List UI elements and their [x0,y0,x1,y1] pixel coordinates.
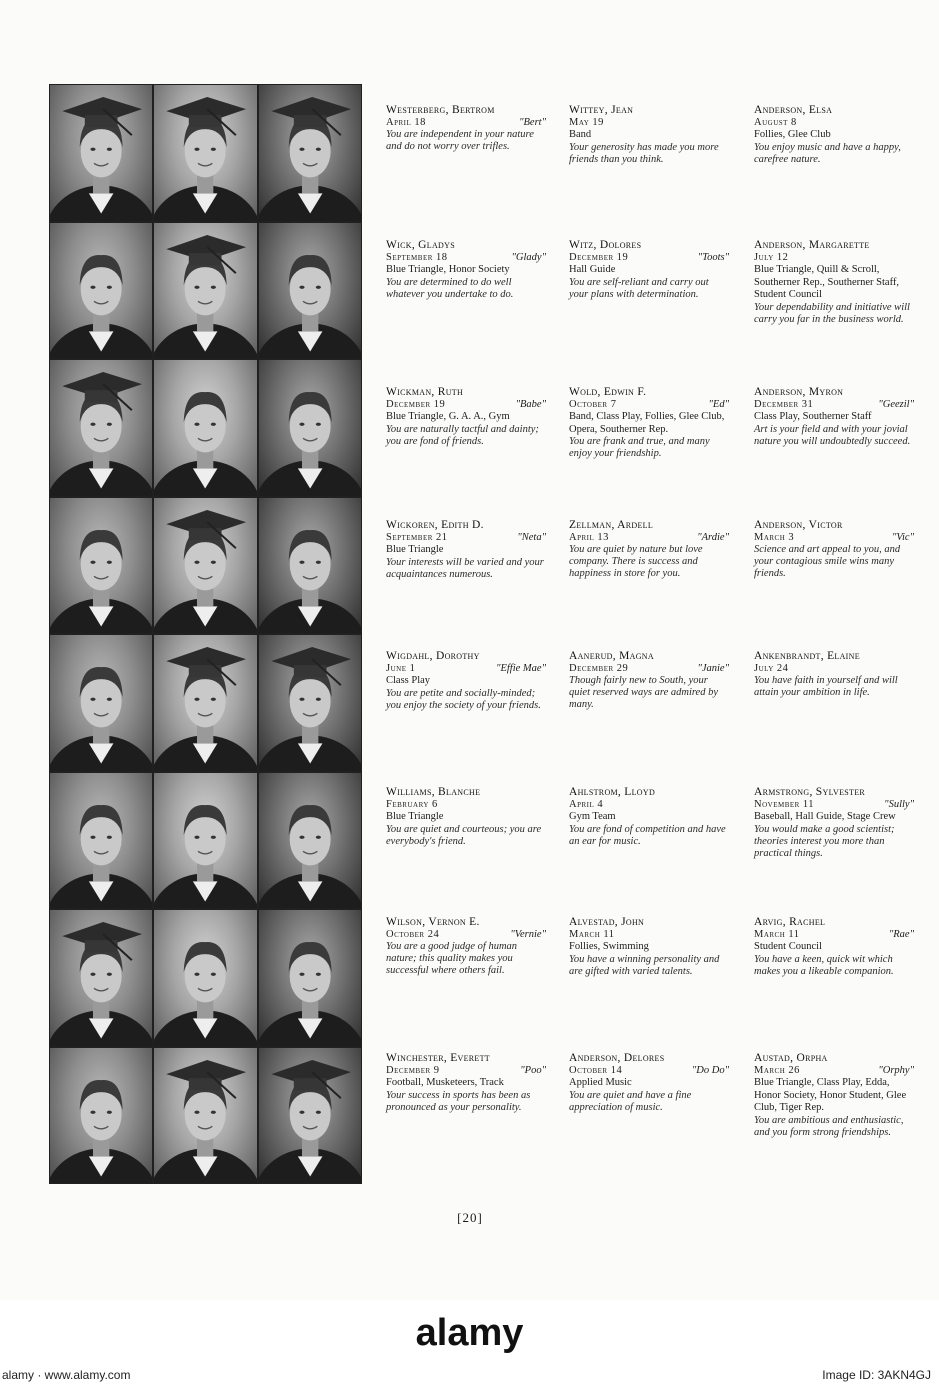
activities: Follies, Glee Club [754,129,831,140]
senior-quote: You are self-reliant and carry out your plans with determination. [569,276,709,300]
senior-quote: Your success in sports has been as pronounced as your personality. [386,1089,531,1113]
senior-portrait [154,773,256,909]
birthday: May 19 [569,116,604,128]
activities: Gym Team [569,811,616,822]
senior-portrait [259,223,361,359]
activities: Applied Music [569,1077,632,1088]
birthday: October 24 [386,928,440,940]
senior-entry [754,519,914,580]
senior-entry [386,1052,546,1114]
birthday-line [754,252,914,265]
watermark-text: alamy · www.alamy.com [2,1368,131,1382]
senior-portrait [259,498,361,634]
senior-entry [754,916,914,978]
birthday: July 12 [754,251,789,263]
student-name: Winchester, Everett [386,1052,490,1064]
birthday: March 26 [754,1064,800,1076]
senior-portrait [50,1048,152,1184]
senior-portrait [259,910,361,1046]
senior-portrait [50,910,152,1046]
nickname: "Ed" [708,398,729,410]
activities: Student Council [754,941,822,952]
birthday-line [754,663,914,676]
birthday: April 4 [569,798,604,810]
birthday-line [754,929,914,942]
student-name: Wick, Gladys [386,239,455,251]
student-name: Witz, Dolores [569,239,642,251]
birthday: September 18 [386,251,448,263]
birthday-line [569,532,729,545]
senior-portrait [154,635,256,771]
birthday-line [386,799,546,812]
activities: Blue Triangle, Honor Society [386,264,510,275]
birthday-line [754,532,914,545]
senior-entry [386,239,546,301]
activities: Band, Class Play, Follies, Glee Club, Opera, Southerner Rep. [569,411,725,435]
senior-entry [754,1052,914,1139]
birthday-line [569,799,729,812]
student-name: Anderson, Myron [754,386,844,398]
nickname: "Janie" [697,662,729,674]
birthday-line [386,1065,546,1078]
senior-quote: You are naturally tactful and dainty; you are fond of friends. [386,423,539,447]
nickname: "Toots" [697,251,729,263]
birthday: March 11 [569,928,615,940]
senior-quote: You have a winning personality and are gifted with varied talents. [569,953,720,977]
nickname: "Poo" [520,1064,546,1076]
senior-quote: You have a keen, quick wit which makes you a likeable companion. [754,953,894,977]
senior-quote: You have faith in yourself and will attain your ambition in life. [754,675,898,698]
senior-entry [754,786,914,860]
senior-entry [569,916,729,978]
birthday-line [386,252,546,265]
senior-portrait [259,635,361,771]
birthday-line [386,929,546,942]
senior-entry [386,650,546,712]
activities: Blue Triangle [386,544,444,555]
senior-quote: You would make a good scientist; theories interest you more than practical things. [754,823,895,859]
page-number: [20] [457,1210,483,1225]
birthday-line [754,117,914,130]
birthday-line [386,399,546,412]
senior-portrait [154,360,256,496]
student-name: Arvig, Rachel [754,916,826,928]
nickname: "Ardie" [697,531,729,543]
student-name: Ankenbrandt, Elaine [754,650,860,662]
senior-portrait [50,773,152,909]
senior-entry [754,650,914,699]
activities: Blue Triangle [386,811,444,822]
student-name: Wold, Edwin F. [569,386,647,398]
nickname: "Vic" [891,531,914,543]
senior-portrait [50,360,152,496]
student-name: Williams, Blanche [386,786,481,798]
senior-portrait [259,85,361,221]
activities: Blue Triangle, Quill & Scroll, Southerner Rep., Southerner Staff, Student Council [754,264,900,300]
senior-quote: You are independent in your nature and do not worry over trifles. [386,129,534,152]
activities: Blue Triangle, G. A. A., Gym [386,411,510,422]
senior-entry [386,386,546,448]
student-name: Anderson, Elsa [754,104,833,116]
nickname: "Bert" [519,116,546,128]
senior-entry [569,386,729,460]
student-name: Ahlstrom, Lloyd [569,786,656,798]
birthday: September 21 [386,531,448,543]
activities: Blue Triangle, Class Play, Edda, Honor Society, Honor Student, Glee Club, Tiger Rep. [754,1077,907,1113]
student-name: Alvestad, John [569,916,645,928]
student-name: Wilson, Vernon E. [386,916,480,928]
senior-quote: Science and art appeal to you, and your contagious smile wins many friends. [754,544,901,579]
birthday: December 29 [569,662,629,674]
portrait-grid [49,84,362,1184]
senior-quote: You are petite and socially-minded; you enjoy the society of your friends. [386,687,541,711]
student-name: Wickoren, Edith D. [386,519,484,531]
image-id: Image ID: 3AKN4GJ [822,1368,931,1382]
activities: Follies, Swimming [569,941,649,952]
activities: Football, Musketeers, Track [386,1077,504,1088]
nickname: "Orphy" [878,1064,914,1076]
student-name: Armstrong, Sylvester [754,786,866,798]
senior-portrait [259,773,361,909]
senior-quote: You are frank and true, and many enjoy your friendship. [569,436,710,459]
senior-entry [386,519,546,581]
nickname: "Rae" [888,928,914,940]
activities: Hall Guide [569,264,616,275]
birthday-line [754,799,914,812]
student-name: Wickman, Ruth [386,386,464,398]
senior-quote: You are quiet and have a fine appreciation of music. [569,1089,692,1113]
senior-entry [569,650,729,711]
birthday: August 8 [754,116,797,128]
birthday: April 18 [386,116,426,128]
student-name: Anderson, Margarette [754,239,870,251]
birthday: October 7 [569,398,617,410]
senior-entry [569,239,729,301]
birthday-line [569,399,729,412]
birthday: June 1 [386,662,416,674]
senior-portrait [154,910,256,1046]
senior-portrait [154,1048,256,1184]
birthday: April 13 [569,531,609,543]
birthday-line [569,1065,729,1078]
nickname: "Geezil" [878,398,914,410]
birthday-line [386,532,546,545]
birthday: November 11 [754,798,815,810]
birthday-line [569,117,729,130]
senior-quote: You are a good judge of human nature; this quality makes you successful where others fail. [386,941,518,976]
birthday: December 9 [386,1064,440,1076]
senior-portrait [50,85,152,221]
alamy-logo: alamy [415,1312,524,1354]
birthday: March 3 [754,531,795,543]
birthday-line [569,663,729,676]
senior-quote: Your interests will be varied and your acquaintances numerous. [386,556,544,580]
activities: Band [569,129,592,140]
senior-entry [569,1052,729,1114]
senior-entry [386,104,546,153]
nickname: "Babe" [515,398,546,410]
senior-portrait [154,498,256,634]
student-name: Aanerud, Magna [569,650,654,662]
senior-portrait [50,498,152,634]
senior-quote: You are fond of competition and have an ear for music. [569,823,726,847]
senior-entry [754,239,914,326]
senior-quote: Though fairly new to South, your quiet reserved ways are admired by many. [569,675,719,710]
student-name: Wittey, Jean [569,104,634,116]
senior-entry [386,786,546,848]
nickname: "Neta" [517,531,546,543]
senior-entry [569,519,729,580]
nickname: "Vernie" [510,928,546,940]
student-name: Westerberg, Bertrom [386,104,495,116]
senior-portrait [154,223,256,359]
senior-portrait [259,360,361,496]
birthday-line [754,399,914,412]
nickname: "Do Do" [691,1064,729,1076]
birthday-line [569,252,729,265]
birthday: December 19 [386,398,446,410]
birthday: July 24 [754,662,789,674]
birthday: March 11 [754,928,800,940]
student-name: Austad, Orpha [754,1052,828,1064]
nickname: "Sully" [884,798,914,810]
birthday: December 31 [754,398,814,410]
senior-portrait [259,1048,361,1184]
senior-quote: Your generosity has made you more friends than you think. [569,141,719,165]
student-name: Wigdahl, Dorothy [386,650,480,662]
senior-quote: You are ambitious and enthusiastic, and you form strong friendships. [754,1114,904,1138]
senior-entry [754,104,914,166]
senior-quote: Your dependability and initiative will carry you far in the business world. [754,301,910,325]
student-name: Anderson, Victor [754,519,843,531]
birthday-line [386,117,546,130]
senior-quote: Art is your field and with your jovial nature you will undoubtedly succeed. [754,423,911,447]
senior-entry [569,786,729,848]
senior-portrait [154,85,256,221]
birthday-line [754,1065,914,1078]
senior-portrait [50,635,152,771]
senior-entry [569,104,729,166]
student-name: Zellman, Ardell [569,519,654,531]
nickname: "Effie Mae" [496,662,546,674]
senior-quote: You are quiet and courteous; you are everybody's friend. [386,823,542,847]
birthday: February 6 [386,798,438,810]
senior-entry [754,386,914,448]
birthday-line [386,663,546,676]
senior-portrait [50,223,152,359]
birthday: October 14 [569,1064,623,1076]
student-name: Anderson, Delores [569,1052,665,1064]
birthday: December 19 [569,251,629,263]
activities: Baseball, Hall Guide, Stage Crew [754,811,896,822]
senior-quote: You are quiet by nature but love company. There is success and happiness in store for you. [569,544,703,579]
nickname: "Glady" [511,251,546,263]
senior-quote: You enjoy music and have a happy, carefree nature. [754,141,901,165]
senior-entry [386,916,546,977]
birthday-line [569,929,729,942]
activities: Class Play, Southerner Staff [754,411,872,422]
activities: Class Play [386,675,431,686]
senior-quote: You are determined to do well whatever you undertake to do. [386,276,514,300]
